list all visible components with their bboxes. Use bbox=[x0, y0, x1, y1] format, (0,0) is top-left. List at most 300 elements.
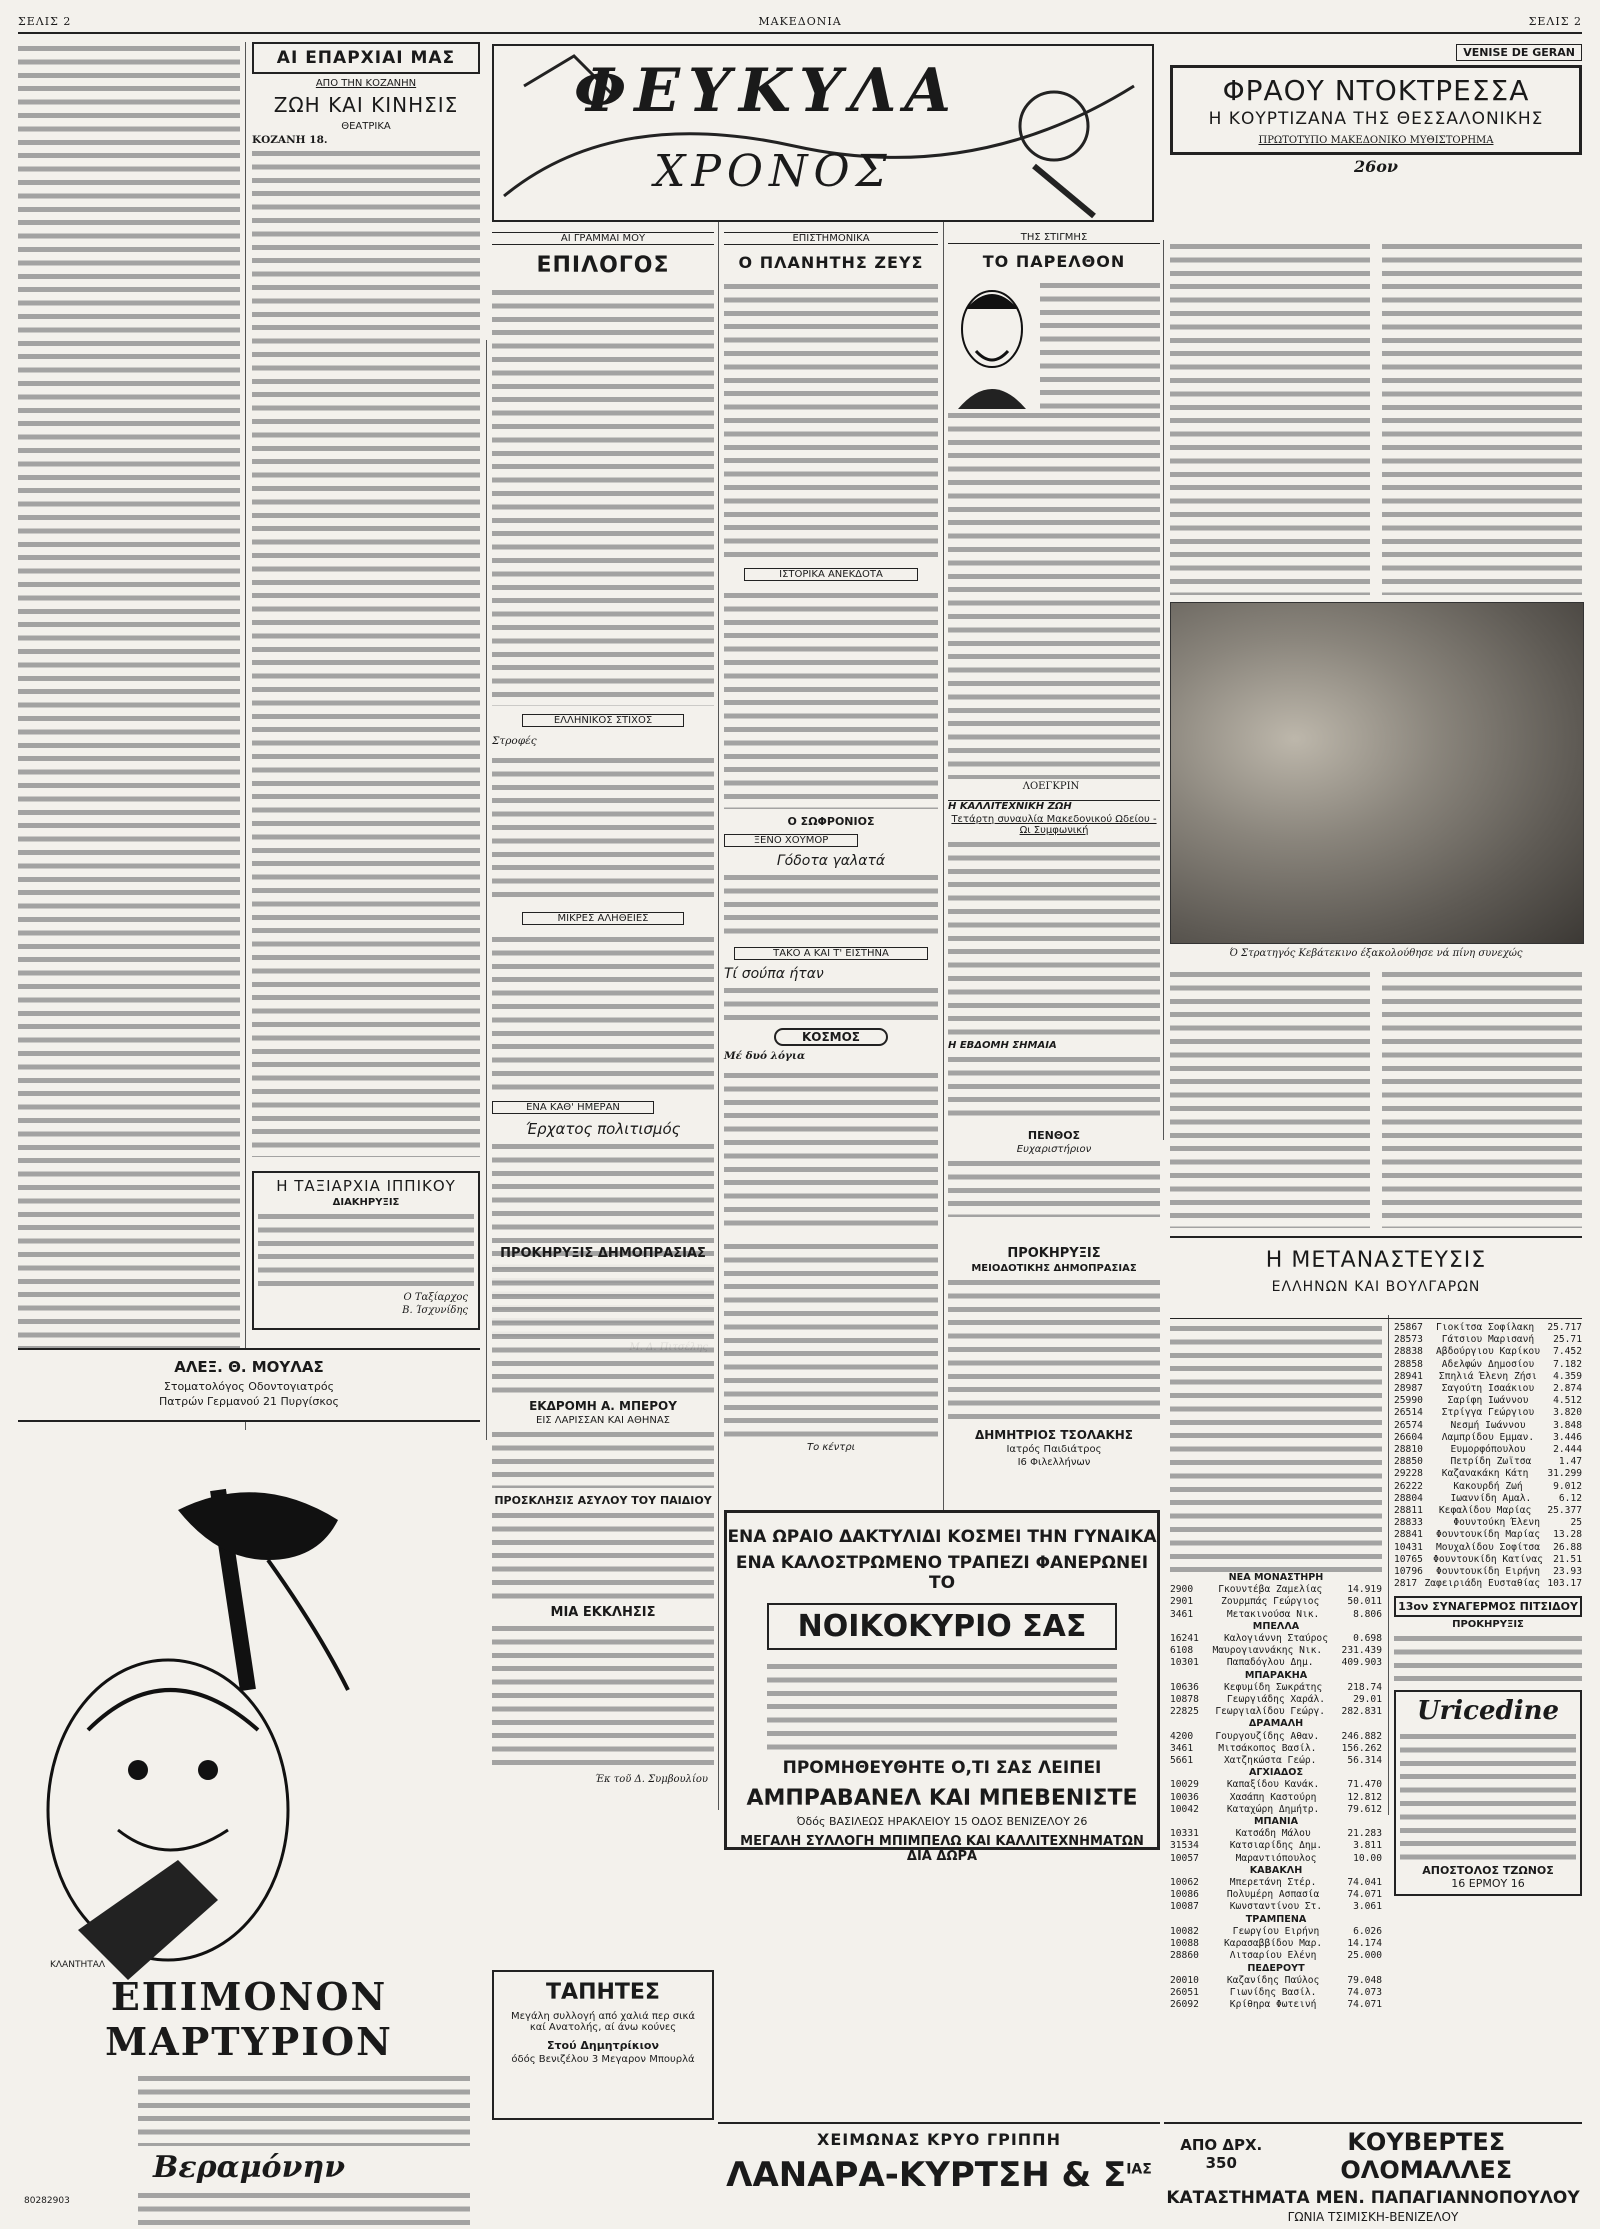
list-row bbox=[1170, 1584, 1382, 1596]
list-heading: ΔΡΑΜΑΛΗ bbox=[1248, 1718, 1304, 1730]
list-row bbox=[1170, 1694, 1382, 1706]
section-box-label: ΜΙΚΡΕΣ ΑΛΗΘΕΙΕΣ bbox=[522, 912, 684, 925]
list-cell: 103.17 bbox=[1547, 1578, 1582, 1590]
list-row bbox=[1170, 1755, 1382, 1767]
list-cell: Κακουρδή Ζωή bbox=[1453, 1480, 1523, 1492]
list-row bbox=[1170, 1792, 1382, 1804]
provinces-title-box bbox=[252, 42, 480, 74]
list-cell: Κεφυμίδη Σωκράτης bbox=[1224, 1681, 1323, 1693]
article-headline: Ο ΠΛΑΝΗΤΗΣ ΖΕΥΣ bbox=[738, 253, 924, 272]
list-row bbox=[1170, 1926, 1382, 1938]
list-cell: Κατσάδη Μάλου bbox=[1235, 1828, 1311, 1840]
list-row bbox=[1394, 1468, 1582, 1480]
list-cell: 10431 bbox=[1394, 1541, 1423, 1553]
veramon-body-text bbox=[138, 2072, 470, 2146]
logo-title: ΦΕΥΚΥΛΑ bbox=[574, 56, 959, 126]
list-cell: 10796 bbox=[1394, 1566, 1423, 1578]
section-box-label: ΚΟΣΜΟΣ bbox=[774, 1028, 888, 1046]
list-cell: Γεωργιαλίδου Γεώργ. bbox=[1215, 1706, 1326, 1718]
body-text-block bbox=[1170, 968, 1370, 1228]
list-row bbox=[1394, 1432, 1582, 1444]
subhead: Ευχαριστήριον bbox=[1016, 1144, 1092, 1155]
list-cell: 4.512 bbox=[1553, 1395, 1582, 1407]
novel-banner: VENISE DE GERAN bbox=[1456, 44, 1582, 61]
jeweller-name: ΑΜΠΡΑΒΑΝΕΛ ΚΑΙ ΜΠΕΒΕΝΙΣΤΕ bbox=[746, 1786, 1138, 1811]
list-cell: 7.452 bbox=[1553, 1346, 1582, 1358]
list-row bbox=[1394, 1505, 1582, 1517]
list-cell: Νεσμή Ιωάννου bbox=[1450, 1419, 1526, 1431]
section-title: ΑΙ ΕΠΑΡΧΙΑΙ ΜΑΣ bbox=[276, 48, 456, 68]
page-number-left: ΣΕΛΙΣ 2 bbox=[18, 14, 72, 28]
section-kicker: Η ΚΑΛΛΙΤΕΧΝΙΚΗ ΖΩΗ bbox=[948, 800, 1160, 812]
list-cell: 25990 bbox=[1394, 1395, 1423, 1407]
novel-column-right bbox=[1382, 240, 1582, 595]
column-rule bbox=[1163, 240, 1164, 1140]
column-rule bbox=[486, 340, 487, 1440]
list-heading: ΤΡΑΜΠΕΝΑ bbox=[1245, 1913, 1307, 1925]
novel-column-left bbox=[1170, 240, 1370, 595]
blankets-title: ΚΟΥΒΕΡΤΕΣ ΟΛΟΜΑΛΛΕΣ bbox=[1340, 2128, 1513, 2184]
article-column-1 bbox=[18, 42, 240, 1397]
jeweller-line-1: ΕΝΑ ΩΡΑΙΟ ΔΑΚΤΥΛΙΔΙ ΚΟΣΜΕΙ ΤΗΝ ΓΥΝΑΙΚΑ bbox=[727, 1527, 1157, 1547]
byline: Έκ τοῦ Δ. Συμβουλίου bbox=[594, 1774, 708, 1785]
article-headline: ΤΟ ΠΑΡΕΛΘΟΝ bbox=[982, 252, 1126, 271]
blankets-address: ΓΩΝΙΑ ΤΣΙΜΙΣΚΗ-ΒΕΝΙΖΕΛΟΥ bbox=[1287, 2210, 1459, 2224]
list-cell: 3.446 bbox=[1553, 1431, 1582, 1443]
illustration-caption: Ό Στρατηγός Κεβάτεκινο έξακολούθησε νά πίνη συνεχώς bbox=[1229, 948, 1523, 959]
list-heading: ΠΕΔΕΡΟΥΤ bbox=[1247, 1962, 1305, 1974]
carpets-address: όδός Βενιζέλου 3 Μεγαρον Μπουρλά bbox=[511, 2054, 695, 2065]
notice-title: ΕΚΔΡΟΜΗ Α. ΜΠΕΡΟΥ bbox=[529, 1399, 677, 1413]
list-heading: ΑΓΧΙΑΔΟΣ bbox=[1248, 1767, 1304, 1779]
list-cell: 14.174 bbox=[1347, 1938, 1382, 1950]
notice-title: ΜΙΑ ΕΚΚΛΗΣΙΣ bbox=[550, 1605, 656, 1620]
section-kicker: ΤΗΣ ΣΤΙΓΜΗΣ bbox=[948, 232, 1160, 244]
notice-signature-role: Ο Ταξίαρχος bbox=[403, 1292, 468, 1304]
subhead: Τί σούπα ήταν bbox=[724, 966, 824, 982]
logo-subtitle: ΧΡΟΝΟΣ bbox=[654, 146, 893, 197]
list-cell: 10036 bbox=[1170, 1791, 1199, 1803]
running-header bbox=[18, 10, 1582, 34]
body-text-block bbox=[1170, 1322, 1382, 1572]
list-cell: 2900 bbox=[1170, 1584, 1194, 1596]
dentist-title: Στοματολόγος Οδοντογιατρός bbox=[163, 1380, 335, 1393]
body-text-block bbox=[724, 1069, 938, 1229]
section-kicker: ΕΠΙΣΤΗΜΟΝΙΚΑ bbox=[724, 232, 938, 245]
emigration-header bbox=[1170, 1236, 1582, 1319]
subhead: Γόδοτα γαλατά bbox=[776, 853, 886, 869]
list-cell: 6.12 bbox=[1558, 1492, 1582, 1504]
newspaper-page bbox=[18, 10, 1582, 2224]
notice-title: ΠΡΟΚΗΡΥΞΙΣ ΔΗΜΟΠΡΑΣΙΑΣ bbox=[500, 1246, 706, 1261]
subhead: Έρχατος πολιτισμός bbox=[525, 1120, 681, 1139]
notice-title: Η ΤΑΞΙΑΡΧΙΑ ΙΠΠΙΚΟΥ bbox=[276, 1177, 456, 1196]
section-box-label: ΙΣΤΟΡΙΚΑ ΑΝΕΚΔΟΤΑ bbox=[744, 568, 918, 581]
lottery-list-2 bbox=[1170, 1572, 1382, 2011]
body-text-block bbox=[492, 1263, 714, 1393]
list-row bbox=[1170, 1596, 1382, 1608]
dentist-name: ΑΛΕΞ. Θ. ΜΟΥΛΑΣ bbox=[174, 1358, 324, 1376]
list-cell: Μπερετάνη Στέρ. bbox=[1229, 1877, 1317, 1889]
list-cell: 28941 bbox=[1394, 1370, 1423, 1382]
body-text-block bbox=[1170, 240, 1370, 595]
page-number-right: ΣΕΛΙΣ 2 bbox=[1528, 14, 1582, 28]
list-cell: 31.299 bbox=[1547, 1468, 1582, 1480]
list-cell: Μετακινούσα Νικ. bbox=[1226, 1608, 1320, 1620]
list-cell: 10086 bbox=[1170, 1889, 1199, 1901]
list-row bbox=[1170, 1999, 1382, 2011]
list-cell: 28858 bbox=[1394, 1358, 1423, 1370]
list-cell: 218.74 bbox=[1347, 1681, 1382, 1693]
list-row bbox=[1394, 1395, 1582, 1407]
synagermos-title: 13ον ΣΥΝΑΓΕΡΜΟΣ ΠΙΤΣΙΔΟΥ bbox=[1394, 1596, 1582, 1617]
list-cell: 14.919 bbox=[1347, 1584, 1382, 1596]
list-cell: 12.812 bbox=[1347, 1791, 1382, 1803]
list-cell: 74.041 bbox=[1347, 1877, 1382, 1889]
subhead: Στροφές bbox=[492, 735, 537, 747]
list-row bbox=[1394, 1346, 1582, 1358]
list-cell: Γεωργίου Ειρήνη bbox=[1232, 1925, 1320, 1937]
uricedine-brand: Uricedine bbox=[1416, 1696, 1560, 1727]
list-cell: Μιτσάκοπος Βασίλ. bbox=[1218, 1742, 1317, 1754]
lanara-ad bbox=[718, 2122, 1160, 2210]
portrait-drawing bbox=[948, 279, 1036, 409]
list-cell: 31534 bbox=[1170, 1840, 1199, 1852]
list-cell: 3.848 bbox=[1553, 1419, 1582, 1431]
list-cell: 3461 bbox=[1170, 1608, 1194, 1620]
list-row bbox=[1394, 1420, 1582, 1432]
list-cell: 21.51 bbox=[1553, 1553, 1582, 1565]
list-cell: 28833 bbox=[1394, 1517, 1423, 1529]
body-text-block bbox=[948, 1053, 1160, 1123]
subhead: ΠΕΝΘΟΣ bbox=[1027, 1129, 1081, 1142]
list-cell: 26604 bbox=[1394, 1431, 1423, 1443]
article-headline: ΖΩΗ ΚΑΙ ΚΙΝΗΣΙΣ bbox=[273, 93, 459, 117]
list-heading: ΚΑΒΑΚΛΗ bbox=[1249, 1864, 1303, 1876]
list-cell: 28810 bbox=[1394, 1444, 1423, 1456]
byline: ΛΟΕΓΚΡΙΝ bbox=[1022, 781, 1080, 792]
emigration-subtitle: ΕΛΛΗΝΩΝ ΚΑΙ ΒΟΥΛΓΑΡΩΝ bbox=[1271, 1279, 1481, 1295]
list-cell: 29228 bbox=[1394, 1468, 1423, 1480]
body-text-block bbox=[492, 933, 714, 1093]
body-text-block bbox=[1394, 1632, 1582, 1682]
dateline: ΚΟΖΑΝΗ 18. bbox=[252, 134, 328, 146]
list-cell: 26092 bbox=[1170, 1999, 1199, 2011]
list-cell: 28838 bbox=[1394, 1346, 1423, 1358]
list-cell: Καζανίδης Παύλος bbox=[1226, 1974, 1320, 1986]
list-cell: Ζουρμπάς Γεώργιος bbox=[1221, 1596, 1320, 1608]
list-cell: 22825 bbox=[1170, 1706, 1199, 1718]
list-row bbox=[1170, 1840, 1382, 1852]
section-box-label: ΤΑΚΟ Α ΚΑΙ Τ' ΕΙΣΤΗΝΑ bbox=[734, 947, 928, 960]
list-row bbox=[1394, 1322, 1582, 1334]
byline: Ο ΣΩΦΡΟΝΙΟΣ bbox=[787, 815, 875, 828]
veramon-brand: Βεραμόνην bbox=[152, 2150, 346, 2185]
list-row bbox=[1170, 1609, 1382, 1621]
list-cell: 25867 bbox=[1394, 1322, 1423, 1333]
veramon-headline: ΕΠΙΜΟΝΟΝ ΜΑΡΤΥΡΙΟΝ bbox=[105, 1974, 393, 2064]
list-row bbox=[1170, 1950, 1382, 1962]
list-cell: Πετρίδη Ζωϊτσα bbox=[1450, 1456, 1532, 1468]
list-cell: 10636 bbox=[1170, 1681, 1199, 1693]
list-cell: 25 bbox=[1570, 1517, 1582, 1529]
list-cell: Γεωργιάδης Χαράλ. bbox=[1226, 1694, 1326, 1706]
list-cell: Γιωνίδης Βασίλ. bbox=[1229, 1986, 1317, 1998]
list-cell: 2.444 bbox=[1553, 1444, 1582, 1456]
list-cell: 409.903 bbox=[1341, 1657, 1382, 1669]
list-cell: Καλογιάννη Σταύρος bbox=[1224, 1633, 1328, 1645]
body-text-block bbox=[492, 754, 714, 904]
list-cell: 26514 bbox=[1394, 1407, 1423, 1419]
list-cell: 25.717 bbox=[1547, 1322, 1582, 1333]
jeweller-body-text bbox=[767, 1660, 1117, 1750]
list-row bbox=[1394, 1334, 1582, 1346]
section-box-label: ΕΛΛΗΝΙΚΟΣ ΣΤΙΧΟΣ bbox=[522, 714, 684, 727]
list-row bbox=[1394, 1456, 1582, 1468]
notice-subtitle: ΔΙΑΚΗΡΥΞΙΣ bbox=[332, 1197, 400, 1209]
list-cell: 28811 bbox=[1394, 1505, 1423, 1517]
novel-subtitle: Η ΚΟΥΡΤΙΖΑΝΑ ΤΗΣ ΘΕΣΣΑΛΟΝΙΚΗΣ bbox=[1208, 109, 1544, 129]
dentist-ad bbox=[18, 1348, 480, 1422]
blankets-shop: ΚΑΤΑΣΤΗΜΑΤΑ ΜΕΝ. ΠΑΠΑΓΙΑΝΝΟΠΟΥΛΟΥ bbox=[1166, 2188, 1580, 2208]
jeweller-address: Όδός ΒΑΣΙΛΕΩΣ ΗΡΑΚΛΕΙΟΥ 15 ΟΔΟΣ ΒΕΝΙΖΕΛΟΥ 26 bbox=[796, 1815, 1088, 1828]
body-text-block bbox=[492, 1622, 714, 1772]
body-text-block bbox=[252, 147, 480, 1157]
list-row bbox=[1170, 1901, 1382, 1913]
list-heading: ΝΕΑ ΜΟΝΑΣΤΗΡΗ bbox=[1228, 1572, 1324, 1583]
lanara-name: ΛΑΝΑΡΑ-ΚΥΡΤΣΗ & $\Sigma^{IA\Sigma}$ bbox=[726, 2155, 1152, 2195]
list-row bbox=[1170, 1779, 1382, 1791]
list-row bbox=[1170, 1706, 1382, 1718]
list-cell: 74.073 bbox=[1347, 1986, 1382, 1998]
veramon-ad bbox=[18, 1430, 480, 2210]
doctor-name: ΔΗΜΗΤΡΙΟΣ ΤΣΟΛΑΚΗΣ bbox=[974, 1428, 1134, 1442]
body-text-block bbox=[724, 280, 938, 560]
list-cell: 1.47 bbox=[1558, 1456, 1582, 1468]
list-row bbox=[1170, 1877, 1382, 1889]
right-lists-column bbox=[1394, 1322, 1582, 1891]
list-cell: 20010 bbox=[1170, 1974, 1199, 1986]
body-text-block bbox=[948, 1157, 1160, 1217]
list-cell: Μουχαλίδου Σοφίτσα bbox=[1436, 1541, 1540, 1553]
artist-signature: ΚΛΑΝΤΗΤΑΛ bbox=[50, 1960, 106, 1970]
list-cell: 10042 bbox=[1170, 1803, 1199, 1815]
list-cell: 79.048 bbox=[1347, 1974, 1382, 1986]
list-cell: 10062 bbox=[1170, 1877, 1199, 1889]
body-text-block bbox=[724, 984, 938, 1024]
body-text-block bbox=[724, 589, 938, 809]
list-cell: 0.698 bbox=[1353, 1633, 1382, 1645]
body-text-block bbox=[948, 838, 1160, 1038]
list-cell: 56.314 bbox=[1347, 1755, 1382, 1767]
novel-column-left-2 bbox=[1170, 968, 1370, 1228]
list-cell: 25.377 bbox=[1547, 1505, 1582, 1517]
list-cell: 28573 bbox=[1394, 1334, 1423, 1346]
list-row bbox=[1170, 1633, 1382, 1645]
list-cell: 74.071 bbox=[1347, 1889, 1382, 1901]
list-cell: 10301 bbox=[1170, 1657, 1199, 1669]
list-cell: 28860 bbox=[1170, 1950, 1199, 1962]
list-cell: Ιωαννίδη Αμαλ. bbox=[1450, 1492, 1532, 1504]
list-heading: ΜΠΑΡΑΚΗΑ bbox=[1244, 1669, 1308, 1681]
list-row bbox=[1394, 1566, 1582, 1578]
veramon-illustration bbox=[18, 1430, 480, 1990]
list-cell: 10878 bbox=[1170, 1694, 1199, 1706]
list-row bbox=[1170, 1743, 1382, 1755]
list-row bbox=[1394, 1529, 1582, 1541]
list-row bbox=[1170, 1804, 1382, 1816]
article-headline: ΕΠΙΛΟΓΟΣ bbox=[536, 253, 670, 278]
list-cell: Καζανακάκη Κάτη bbox=[1441, 1468, 1529, 1480]
carpets-text: Μεγάλη συλλογή από χαλιά περ σικά καί Ανατολής, αί άνω κούνες bbox=[511, 2011, 695, 2033]
list-cell: 28850 bbox=[1394, 1456, 1423, 1468]
list-row bbox=[1170, 1938, 1382, 1950]
veramon-body-text bbox=[138, 2189, 470, 2229]
body-text-block bbox=[18, 42, 240, 1397]
list-cell: 6108 bbox=[1170, 1645, 1194, 1657]
list-cell: 282.831 bbox=[1341, 1706, 1382, 1718]
list-cell: Κατσιαρίδης Δημ. bbox=[1229, 1840, 1323, 1852]
article-column-2 bbox=[252, 42, 480, 1372]
list-cell: 2901 bbox=[1170, 1596, 1194, 1608]
list-cell: 79.612 bbox=[1347, 1803, 1382, 1815]
section-box-label: ΞΕΝΟ ΧΟΥΜΟΡ bbox=[724, 834, 858, 847]
article-column-4-lower bbox=[724, 1240, 938, 1460]
list-cell: 10082 bbox=[1170, 1925, 1199, 1937]
novel-column-right-2 bbox=[1382, 968, 1582, 1228]
list-cell: Κεφαλίδου Μαρίας bbox=[1438, 1505, 1532, 1517]
notice-subtitle: ΕΙΣ ΛΑΡΙΣΣΑΝ ΚΑΙ ΑΘΗΝΑΣ bbox=[536, 1415, 670, 1426]
list-cell: 26222 bbox=[1394, 1480, 1423, 1492]
article-column-3-lower bbox=[492, 1240, 714, 1860]
list-cell: 8.806 bbox=[1353, 1608, 1382, 1620]
list-heading: ΜΠΑΝΙΑ bbox=[1253, 1816, 1299, 1828]
list-cell: Πολυμέρη Ασπασία bbox=[1226, 1889, 1320, 1901]
lanara-tagline: ΧΕΙΜΩΝΑΣ ΚΡΥΟ ΓΡΙΠΠΗ bbox=[817, 2130, 1061, 2149]
list-cell: 3.811 bbox=[1353, 1840, 1382, 1852]
list-cell: 6.026 bbox=[1353, 1925, 1382, 1937]
list-cell: 2.874 bbox=[1553, 1383, 1582, 1395]
article-column-4 bbox=[724, 230, 938, 1240]
subsection-label: ΘΕΑΤΡΙΚΑ bbox=[341, 121, 391, 132]
subhead: Το κέντρι bbox=[806, 1442, 856, 1453]
list-cell: Κωνσταντίνου Στ. bbox=[1229, 1901, 1323, 1913]
doctor-title: Ιατρός Παιδιάτρος bbox=[1006, 1444, 1102, 1455]
article-column-5 bbox=[948, 230, 1160, 1240]
list-cell: Καρασαββίδου Μαρ. bbox=[1224, 1938, 1323, 1950]
list-row bbox=[1170, 1987, 1382, 1999]
body-text-block bbox=[258, 1210, 474, 1290]
list-cell: Φουντουκίδη Μαρίας bbox=[1436, 1529, 1540, 1541]
column-logo bbox=[492, 44, 1154, 222]
list-cell: Σαγούτη Ισαάκιου bbox=[1441, 1383, 1535, 1395]
list-cell: 10765 bbox=[1394, 1553, 1423, 1565]
body-text-block bbox=[1382, 968, 1582, 1228]
list-row bbox=[1170, 1853, 1382, 1865]
list-row bbox=[1394, 1444, 1582, 1456]
list-cell: 50.011 bbox=[1347, 1596, 1382, 1608]
notice-signature-name: Β. Ίσχυνίδης bbox=[402, 1305, 468, 1317]
list-cell: 28841 bbox=[1394, 1529, 1423, 1541]
novel-title: ΦΡΑΟΥ ΝΤΟΚΤΡΕΣΣΑ bbox=[1222, 74, 1530, 107]
body-text-block bbox=[492, 1428, 714, 1488]
list-cell: 13.28 bbox=[1553, 1529, 1582, 1541]
novel-title-box bbox=[1170, 65, 1582, 155]
list-cell: Καπαξίδου Κανάκ. bbox=[1226, 1779, 1320, 1791]
body-text-block bbox=[492, 286, 714, 706]
body-text-block bbox=[492, 1509, 714, 1599]
list-cell: 10088 bbox=[1170, 1938, 1199, 1950]
carpets-shop: Στού Δημητρίκιον bbox=[547, 2039, 659, 2052]
notice-title: ΠΡΟΣΚΛΗΣΙΣ ΑΣΥΛΟΥ ΤΟΥ ΠΑΙΔΙΟΥ bbox=[494, 1494, 712, 1507]
list-row bbox=[1170, 1645, 1382, 1657]
body-text-block bbox=[1382, 240, 1582, 595]
cavalry-notice-box bbox=[252, 1171, 480, 1330]
list-cell: Χασάπη Καστούρη bbox=[1229, 1791, 1317, 1803]
column-rule bbox=[1388, 1315, 1389, 1815]
list-row bbox=[1170, 1682, 1382, 1694]
body-text-block bbox=[1040, 279, 1160, 409]
list-row bbox=[1394, 1542, 1582, 1554]
list-cell: Ζαφειριάδη Ευσταθίας bbox=[1424, 1578, 1540, 1590]
pharmacist-address: 16 ΕΡΜΟΥ 16 bbox=[1451, 1877, 1525, 1891]
list-cell: 7.182 bbox=[1553, 1358, 1582, 1370]
list-cell: Κρίθηρα Φωτεινή bbox=[1229, 1999, 1317, 2011]
list-row bbox=[1170, 1731, 1382, 1743]
list-cell: 10057 bbox=[1170, 1852, 1199, 1864]
list-cell: 231.439 bbox=[1341, 1645, 1382, 1657]
list-row bbox=[1170, 1828, 1382, 1840]
list-heading: ΜΠΕΛΛΑ bbox=[1252, 1620, 1300, 1632]
list-row bbox=[1170, 1975, 1382, 1987]
novel-header bbox=[1170, 44, 1582, 234]
list-cell: 74.071 bbox=[1347, 1999, 1382, 2011]
list-row bbox=[1394, 1517, 1582, 1529]
list-cell: 246.882 bbox=[1341, 1730, 1382, 1742]
list-cell: 29.01 bbox=[1353, 1694, 1382, 1706]
body-text-block bbox=[724, 871, 938, 941]
list-cell: Αβδούργιου Καρίκου bbox=[1436, 1346, 1540, 1358]
list-cell: Παπαδόγλου Δημ. bbox=[1226, 1657, 1314, 1669]
list-cell: 4.359 bbox=[1553, 1370, 1582, 1382]
subhead: Η ΕΒΔΟΜΗ ΣΗΜΑΙΑ bbox=[948, 1040, 1057, 1051]
article-column-5-lower bbox=[948, 1240, 1160, 1470]
list-cell: 4200 bbox=[1170, 1730, 1194, 1742]
episode-number: 26ον bbox=[1353, 157, 1399, 176]
notice-title: ΠΡΟΚΗΡΥΞΙΣ bbox=[1452, 1619, 1524, 1631]
blankets-ad bbox=[1164, 2122, 1582, 2224]
list-cell: Λιτσαρίου Ελένη bbox=[1229, 1950, 1317, 1962]
list-cell: Μαυρογιαννάκης Νικ. bbox=[1212, 1645, 1323, 1657]
list-row bbox=[1394, 1578, 1582, 1590]
emigration-title: Η ΜΕΤΑΝΑΣΤΕΥΣΙΣ bbox=[1265, 1248, 1487, 1273]
list-cell: Γιοκίτσα Σοφίλακη bbox=[1436, 1322, 1535, 1333]
list-cell: 156.262 bbox=[1341, 1742, 1382, 1754]
notice-subtitle: ΜΕΙΟΔΟΤΙΚΗΣ ΔΗΜΟΠΡΑΣΙΑΣ bbox=[971, 1263, 1137, 1274]
list-cell: 23.93 bbox=[1553, 1566, 1582, 1578]
dentist-address: Πατρών Γερμανού 21 Πυργίσκος bbox=[158, 1395, 339, 1408]
subhead: Μέ δυό λόγια bbox=[724, 1050, 806, 1062]
list-row bbox=[1170, 1889, 1382, 1901]
list-cell: Στρίγγα Γεώργιου bbox=[1441, 1407, 1535, 1419]
list-cell: 9.012 bbox=[1553, 1480, 1582, 1492]
list-cell: 5661 bbox=[1170, 1755, 1194, 1767]
novel-tagline: ΠΡΩΤΟΤΥΠΟ ΜΑΚΕΔΟΝΙΚΟ ΜΥΘΙΣΤΟΡΗΜΑ bbox=[1258, 135, 1494, 146]
list-row bbox=[1394, 1554, 1582, 1566]
list-cell: 71.470 bbox=[1347, 1779, 1382, 1791]
list-cell: Σαρίφη Ιωάννου bbox=[1447, 1395, 1529, 1407]
list-cell: Φουντουκίδη Ειρήνη bbox=[1436, 1566, 1540, 1578]
